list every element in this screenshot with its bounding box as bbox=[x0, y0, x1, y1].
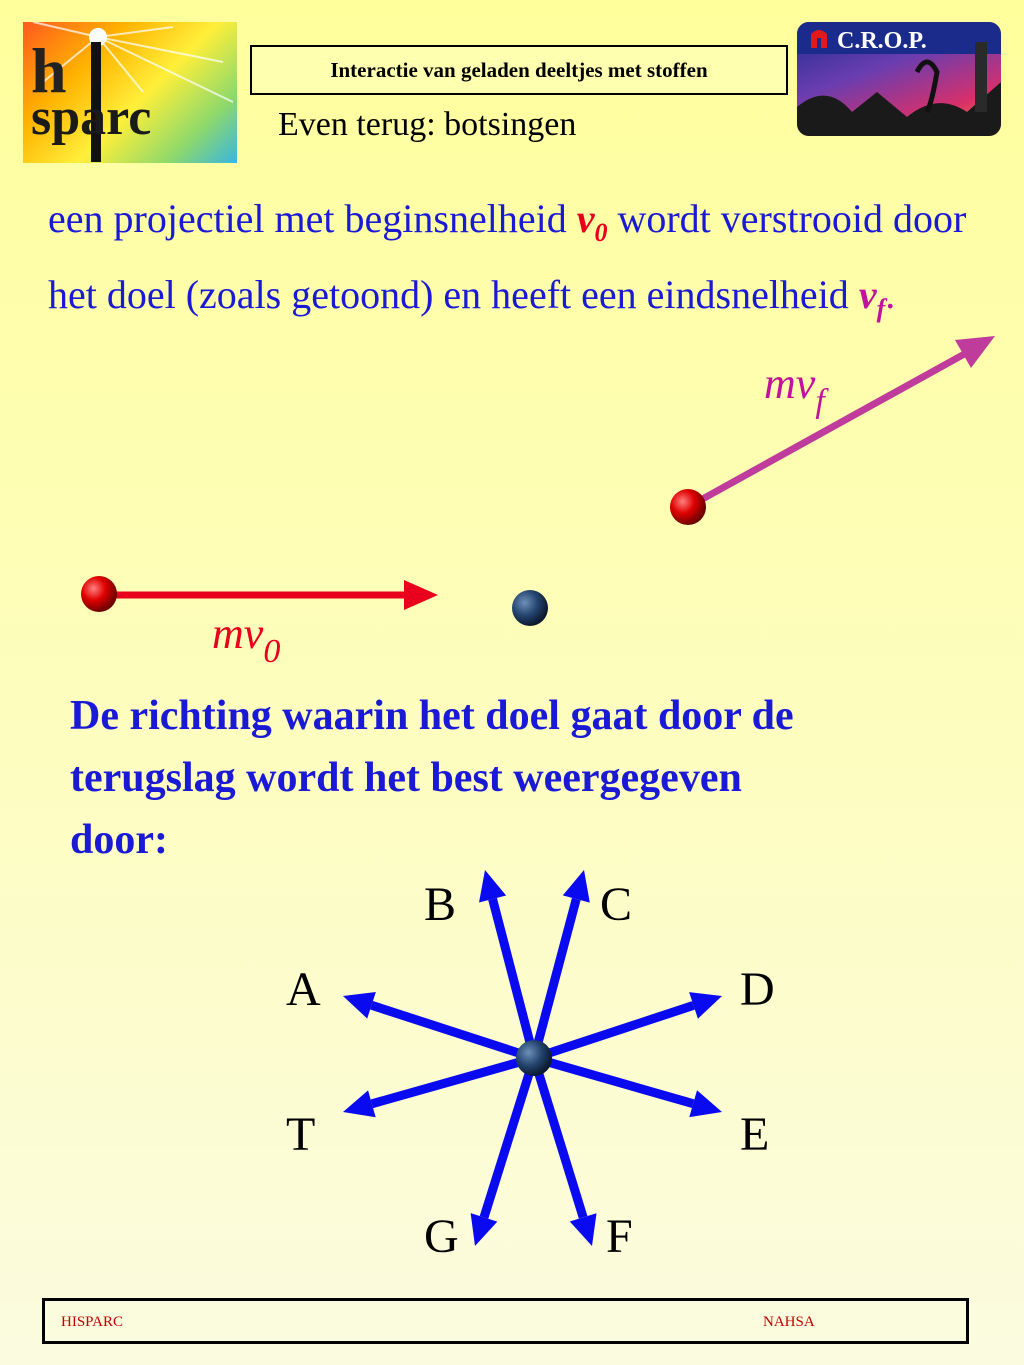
option-c-arrow bbox=[534, 870, 590, 1058]
question-text: De richting waarin het doel gaat door de terugslag wordt het best weergegeven door: bbox=[70, 693, 794, 863]
slide-title: Interactie van geladen deeltjes met stoffen bbox=[250, 45, 788, 95]
option-e-arrow bbox=[534, 1058, 722, 1117]
incoming-momentum-arrow bbox=[100, 580, 438, 610]
projectile-initial bbox=[81, 576, 117, 612]
option-t-label[interactable]: T bbox=[286, 1108, 316, 1161]
svg-text:h: h bbox=[31, 35, 67, 106]
option-g-arrow bbox=[471, 1058, 534, 1246]
hisparc-logo-text: sparc bbox=[31, 89, 152, 146]
incoming-label-sub: 0 bbox=[263, 633, 281, 670]
intro-part2: wordt verstrooid door het doel (zoals getoond) en heeft een eindsnelheid bbox=[48, 196, 967, 317]
target-ball-center bbox=[516, 1040, 552, 1076]
projectile-final bbox=[670, 489, 706, 525]
crop-logo-text: C.R.O.P. bbox=[837, 28, 927, 54]
v0-symbol: $v_0$ bbox=[576, 196, 608, 247]
option-b-arrow bbox=[479, 870, 534, 1058]
option-t-arrow bbox=[343, 1058, 534, 1117]
intro-part3: . bbox=[885, 272, 896, 317]
outgoing-label-sub: f bbox=[815, 383, 825, 420]
v0-subscript: 0 bbox=[594, 218, 608, 247]
option-a-arrow bbox=[343, 992, 534, 1058]
option-d-arrow bbox=[534, 992, 722, 1058]
footer-right-text: NAHSA bbox=[763, 1314, 815, 1330]
footer-bar bbox=[42, 1298, 969, 1344]
option-d-label[interactable]: D bbox=[740, 963, 775, 1016]
slide-subtitle: Even terug: botsingen bbox=[278, 106, 577, 143]
option-g-label[interactable]: G bbox=[424, 1210, 459, 1263]
option-a-label[interactable]: A bbox=[286, 963, 321, 1016]
option-c-label[interactable]: C bbox=[600, 878, 633, 931]
vf-subscript: f bbox=[876, 294, 886, 323]
footer-left-text: HISPARC bbox=[61, 1314, 123, 1330]
outgoing-momentum-arrow bbox=[688, 336, 995, 507]
intro-part1: een projectiel met beginsnelheid bbox=[48, 196, 567, 241]
outgoing-label: $mv_f$ bbox=[764, 359, 829, 420]
option-f-arrow bbox=[534, 1058, 597, 1246]
option-b-label[interactable]: B bbox=[424, 878, 457, 931]
target-ball bbox=[512, 590, 548, 626]
incoming-label: $mv_0$ bbox=[212, 609, 281, 670]
option-e-label[interactable]: E bbox=[740, 1108, 770, 1161]
vf-symbol: $v_f$ bbox=[858, 272, 886, 323]
option-f-label[interactable]: F bbox=[606, 1210, 633, 1263]
